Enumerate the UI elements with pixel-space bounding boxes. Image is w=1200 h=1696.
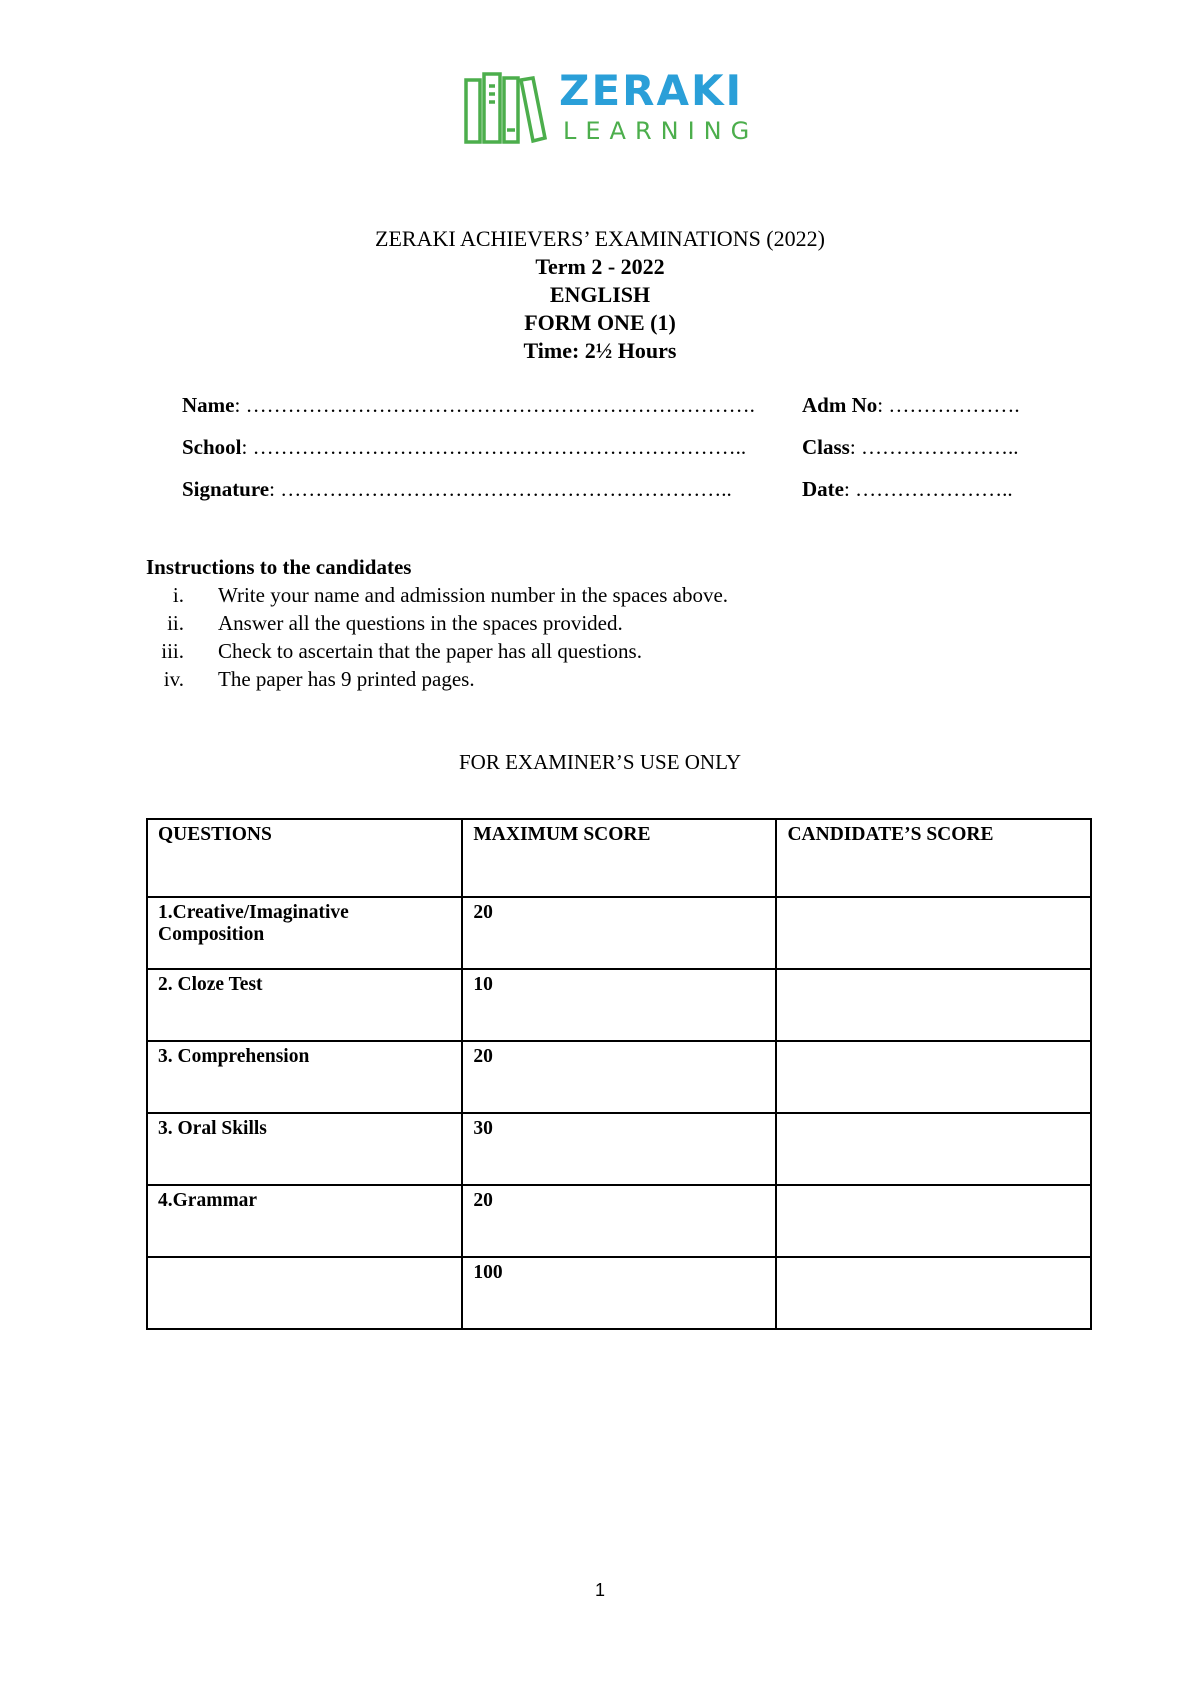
instruction-item	[146, 637, 846, 665]
instruction-number: iv.	[163, 667, 184, 691]
instructions-list	[146, 581, 846, 693]
school-dots: : ……………………………………………………………..	[241, 435, 747, 459]
score-table	[146, 818, 1092, 1330]
logo-word-zeraki: ZERAKI	[559, 66, 744, 115]
instruction-number: i.	[172, 583, 184, 607]
school-label: School	[182, 435, 242, 459]
date-label: Date	[802, 477, 844, 501]
instruction-number: iii.	[161, 639, 184, 663]
max-score-cell: 20	[462, 1185, 776, 1257]
signature-field[interactable]	[182, 477, 732, 502]
exam-form: FORM ONE (1)	[524, 310, 676, 335]
table-row	[147, 1041, 1091, 1113]
max-score-cell: 20	[462, 1041, 776, 1113]
instruction-text: Write your name and admission number in the spaces above.	[218, 583, 729, 607]
name-dots: : ……………………………………………………………….	[234, 393, 755, 417]
candidate-score-cell[interactable]	[776, 897, 1091, 969]
adm-no-dots: : ……………….	[877, 393, 1020, 417]
max-score-cell: 20	[462, 897, 776, 969]
max-score-cell: 10	[462, 969, 776, 1041]
name-field[interactable]	[182, 393, 755, 418]
books-icon	[463, 70, 549, 146]
logo-word-learning: LEARNING	[563, 117, 759, 145]
name-label: Name	[182, 393, 235, 417]
instructions-title: Instructions to the candidates	[146, 555, 412, 579]
school-field[interactable]	[182, 435, 746, 460]
column-header-max-score: MAXIMUM SCORE	[462, 819, 776, 897]
instruction-item	[146, 665, 846, 693]
instruction-text: Check to ascertain that the paper has all questions.	[218, 639, 642, 663]
question-cell: 2. Cloze Test	[147, 969, 462, 1041]
exam-subject: ENGLISH	[549, 282, 651, 307]
question-cell: 3. Comprehension	[147, 1041, 462, 1113]
class-label: Class	[802, 435, 850, 459]
page-number: 1	[594, 1580, 605, 1600]
candidate-score-cell[interactable]	[776, 1185, 1091, 1257]
exam-time: Time: 2½ Hours	[523, 338, 677, 363]
question-cell	[147, 1257, 462, 1329]
candidate-score-cell[interactable]	[776, 1041, 1091, 1113]
question-cell: 3. Oral Skills	[147, 1113, 462, 1185]
total-candidate-score-cell[interactable]	[776, 1257, 1091, 1329]
instruction-item	[146, 581, 846, 609]
exam-header	[0, 225, 1200, 365]
class-field[interactable]	[802, 435, 1018, 460]
question-cell: 1.Creative/Imaginative Composition	[147, 897, 462, 969]
table-row	[147, 1185, 1091, 1257]
instruction-number: ii.	[167, 611, 184, 635]
candidate-score-cell[interactable]	[776, 969, 1091, 1041]
total-max-score-cell: 100	[462, 1257, 776, 1329]
table-row	[147, 897, 1091, 969]
signature-dots: : ………………………………………………………..	[269, 477, 732, 501]
date-field[interactable]	[802, 477, 1013, 502]
table-row	[147, 969, 1091, 1041]
adm-no-field[interactable]	[802, 393, 1020, 418]
exam-title: ZERAKI ACHIEVERS’ EXAMINATIONS (2022)	[375, 226, 825, 251]
date-dots: : …………………..	[843, 477, 1013, 501]
class-dots: : …………………..	[849, 435, 1019, 459]
question-cell: 4.Grammar	[147, 1185, 462, 1257]
signature-label: Signature	[182, 477, 270, 501]
examiner-heading: FOR EXAMINER’S USE ONLY	[459, 750, 741, 774]
adm-no-label: Adm No	[802, 393, 878, 417]
table-header-row	[147, 819, 1091, 897]
instruction-text: The paper has 9 printed pages.	[218, 667, 475, 691]
instruction-text: Answer all the questions in the spaces provided.	[218, 611, 623, 635]
zeraki-logo	[463, 66, 763, 150]
table-total-row	[147, 1257, 1091, 1329]
instruction-item	[146, 609, 846, 637]
exam-term: Term 2 - 2022	[535, 254, 665, 279]
table-row	[147, 1113, 1091, 1185]
candidate-score-cell[interactable]	[776, 1113, 1091, 1185]
max-score-cell: 30	[462, 1113, 776, 1185]
column-header-questions: QUESTIONS	[147, 819, 462, 897]
column-header-candidate-score: CANDIDATE’S SCORE	[776, 819, 1091, 897]
